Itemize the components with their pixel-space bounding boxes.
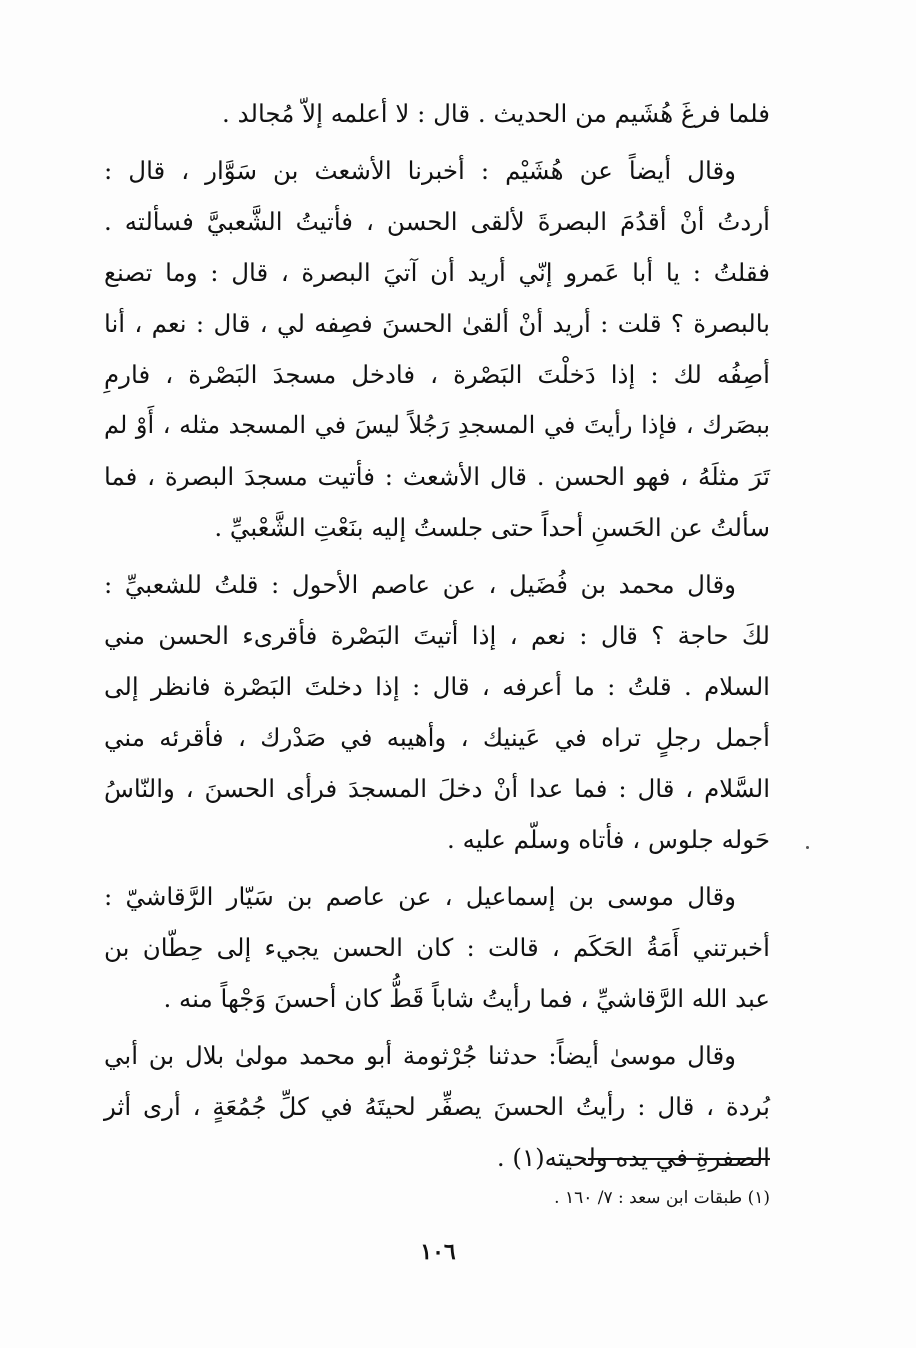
text-line: الصفرةِ في يده ولحيته(١) . xyxy=(496,1143,770,1172)
text-line: السَّلام ، قال : فما عدا أنْ دخلَ المسجدَ فرأى الحسنَ ، والنّاسُ xyxy=(104,774,770,803)
text-line: بُردة ، قال : رأيتُ الحسنَ يصفِّر لحيتَهُ في كلِّ جُمُعَةٍ ، أرى أثر xyxy=(104,1092,770,1121)
text-line: تَرَ مثلَهُ ، فهو الحسن . قال الأشعث : فأتيت مسجدَ البصرة ، فما xyxy=(104,462,770,491)
text-line: فقلتُ : يا أبا عَمرو إنّي أريد أن آتيَ البصرة ، قال : وما تصنع xyxy=(104,258,770,287)
text-line: وقال محمد بن فُضَيل ، عن عاصم الأحول : قلتُ للشعبيِّ : xyxy=(104,570,736,599)
text-line: وقال أيضاً عن هُشَيْم : أخبرنا الأشعث بن سَوَّار ، قال : xyxy=(104,156,736,185)
text-line: بالبصرة ؟ قلت : أريد أنْ ألقىٰ الحسنَ فصِفه لي ، قال : نعم ، أنا xyxy=(104,309,770,338)
text-line: سألتُ عن الحَسنِ أحداً حتى جلستُ إليه بنَعْتِ الشَّعْبيِّ . xyxy=(214,513,770,542)
paragraph-4 xyxy=(104,871,770,1024)
text-line: ببصَرك ، فإذا رأيتَ في المسجدِ رَجُلاً ليسَ في المسجد مثله ، أَوْ لم xyxy=(104,411,770,439)
text-line: أخبرتني أَمَةُ الحَكَم ، قالت : كان الحسن يجيء إلى حِطّان بن xyxy=(104,933,770,962)
footnote: (١) طبقات ابن سعد : ٧/ ١٦٠ . xyxy=(554,1188,770,1208)
page-number: ١٠٦ xyxy=(420,1239,456,1265)
paragraph-2 xyxy=(104,145,770,553)
text-line: فلما فرغَ هُشَيم من الحديث . قال : لا أعلمه إلاّ مُجالد . xyxy=(222,99,770,128)
text-line: السلام . قلتُ : ما أعرفه ، قال : إذا دخلتَ البَصْرة فانظر إلى xyxy=(104,672,770,701)
main-text xyxy=(104,88,770,1189)
text-line: وقال موسىٰ أيضاً: حدثنا جُرْثومة أبو محمد مولىٰ بلال بن أبي xyxy=(104,1041,736,1070)
paragraph-1 xyxy=(104,88,770,139)
footnote-separator xyxy=(588,1158,770,1160)
text-line: عبد الله الرَّقاشيِّ ، فما رأيتُ شاباً قَطُّ كان أحسنَ وَجْهاً منه . xyxy=(163,984,770,1013)
text-line: لكَ حاجة ؟ قال : نعم ، إذا أتيتَ البَصْرة فأقرىء الحسن مني xyxy=(104,621,770,650)
text-line: حَوله جلوس ، فأتاه وسلّم عليه . xyxy=(447,825,770,854)
scan-speck xyxy=(806,846,809,849)
text-line: أردتُ أنْ أقدُمَ البصرةَ لألقى الحسن ، فأتيتُ الشَّعبيَّ فسألته . xyxy=(104,207,770,236)
paragraph-5 xyxy=(104,1030,770,1183)
paragraph-3 xyxy=(104,559,770,865)
text-line: وقال موسى بن إسماعيل ، عن عاصم بن سَيّار الرَّقاشيّ : xyxy=(104,882,736,911)
text-line: أجمل رجلٍ تراه في عَينيك ، وأهيبه في صَدْرك ، فأقرئه مني xyxy=(104,723,770,752)
text-line: أصِفُه لك : إذا دَخلْتَ البَصْرة ، فادخل مسجدَ البَصْرة ، فارمِ xyxy=(104,360,770,389)
